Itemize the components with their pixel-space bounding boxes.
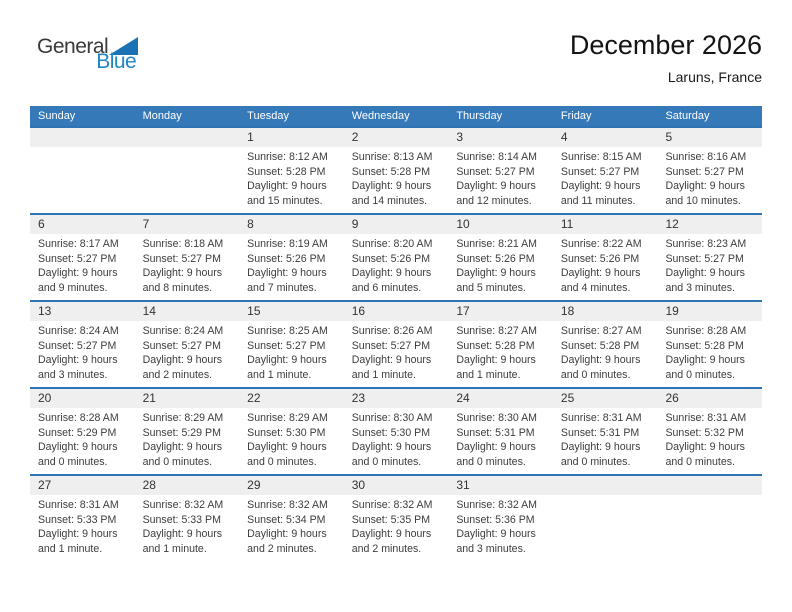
sunset-text: Sunset: 5:33 PM	[38, 513, 117, 526]
sunrise-text: Sunrise: 8:23 AM	[665, 238, 747, 250]
day-number: 15	[239, 302, 344, 321]
daylight-text: Daylight: 9 hours and 11 minutes.	[560, 180, 641, 207]
day-number	[135, 128, 240, 147]
day-header-thursday: Thursday	[456, 110, 503, 122]
sunrise-text: Sunrise: 8:27 AM	[560, 325, 642, 337]
sunset-text: Sunset: 5:27 PM	[38, 252, 117, 265]
general-blue-logo	[37, 36, 138, 72]
day-cell	[135, 476, 240, 561]
day-cell-body	[30, 234, 135, 295]
sunrise-text: Sunrise: 8:12 AM	[247, 151, 328, 163]
day-cell-body	[448, 495, 553, 556]
empty-cell	[135, 128, 240, 213]
day-cell-body	[553, 408, 658, 469]
sunset-text: Sunset: 5:28 PM	[456, 339, 535, 352]
day-number: 11	[553, 215, 658, 234]
daylight-text: Daylight: 9 hours and 0 minutes.	[38, 441, 118, 468]
day-cell-body	[135, 321, 240, 382]
day-cell-body	[135, 408, 240, 469]
sunrise-text: Sunrise: 8:14 AM	[456, 151, 537, 163]
daylight-text: Daylight: 9 hours and 3 minutes.	[456, 528, 536, 555]
daylight-text: Daylight: 9 hours and 0 minutes.	[665, 354, 745, 381]
sunrise-text: Sunrise: 8:28 AM	[38, 412, 119, 424]
day-number: 24	[448, 389, 553, 408]
daylight-text: Daylight: 9 hours and 7 minutes.	[247, 267, 327, 294]
day-number: 19	[657, 302, 762, 321]
day-cell-body	[344, 234, 449, 295]
sunrise-text: Sunrise: 8:17 AM	[38, 238, 119, 250]
sunset-text: Sunset: 5:28 PM	[560, 339, 640, 352]
day-cell	[30, 389, 135, 474]
day-cell-body	[448, 234, 553, 295]
daylight-text: Daylight: 9 hours and 0 minutes.	[351, 441, 432, 468]
day-cell-body	[448, 147, 553, 208]
empty-cell	[553, 476, 658, 561]
day-cell-body	[344, 321, 449, 382]
day-cell	[657, 389, 762, 474]
daylight-text: Daylight: 9 hours and 3 minutes.	[665, 267, 745, 294]
day-cell-body	[553, 147, 658, 208]
day-cell	[344, 215, 449, 300]
day-cell-body	[448, 408, 553, 469]
day-cell	[553, 389, 658, 474]
day-cell	[448, 302, 553, 387]
day-cell	[657, 215, 762, 300]
day-number: 27	[30, 476, 135, 495]
sunset-text: Sunset: 5:29 PM	[142, 426, 221, 439]
week-row	[30, 300, 762, 387]
sunset-text: Sunset: 5:27 PM	[142, 339, 221, 352]
day-cell	[239, 215, 344, 300]
sunrise-text: Sunrise: 8:26 AM	[351, 325, 433, 337]
day-number: 21	[135, 389, 240, 408]
sunrise-text: Sunrise: 8:32 AM	[456, 499, 537, 511]
empty-cell	[30, 128, 135, 213]
day-cell-body	[344, 147, 449, 208]
sunset-text: Sunset: 5:30 PM	[247, 426, 326, 439]
day-number: 9	[344, 215, 449, 234]
day-cell-body	[344, 495, 449, 556]
sunset-text: Sunset: 5:28 PM	[247, 165, 326, 178]
sunrise-text: Sunrise: 8:24 AM	[38, 325, 119, 337]
day-cell-body	[553, 234, 658, 295]
sunrise-text: Sunrise: 8:32 AM	[351, 499, 433, 511]
day-cell	[657, 128, 762, 213]
day-cell	[135, 389, 240, 474]
day-cell	[448, 215, 553, 300]
daylight-text: Daylight: 9 hours and 0 minutes.	[560, 354, 641, 381]
daylight-text: Daylight: 9 hours and 0 minutes.	[560, 441, 641, 468]
day-cell	[30, 215, 135, 300]
day-cell-body	[30, 495, 135, 556]
day-number: 6	[30, 215, 135, 234]
daylight-text: Daylight: 9 hours and 0 minutes.	[142, 441, 223, 468]
day-number	[553, 476, 658, 495]
day-number	[657, 476, 762, 495]
day-cell-body	[30, 408, 135, 469]
sunset-text: Sunset: 5:27 PM	[456, 165, 535, 178]
sunrise-text: Sunrise: 8:21 AM	[456, 238, 537, 250]
day-cell	[239, 476, 344, 561]
sunset-text: Sunset: 5:32 PM	[665, 426, 744, 439]
day-cell	[553, 302, 658, 387]
sunrise-text: Sunrise: 8:19 AM	[247, 238, 328, 250]
daylight-text: Daylight: 9 hours and 10 minutes.	[665, 180, 745, 207]
day-number: 31	[448, 476, 553, 495]
sunset-text: Sunset: 5:27 PM	[142, 252, 221, 265]
sunrise-text: Sunrise: 8:32 AM	[142, 499, 224, 511]
logo-text-general: General	[37, 35, 109, 58]
sunrise-text: Sunrise: 8:29 AM	[247, 412, 328, 424]
day-cell	[344, 389, 449, 474]
sunrise-text: Sunrise: 8:30 AM	[351, 412, 433, 424]
day-number: 7	[135, 215, 240, 234]
daylight-text: Daylight: 9 hours and 9 minutes.	[38, 267, 118, 294]
page-title: December 2026	[569, 30, 762, 60]
calendar-table	[30, 106, 762, 561]
day-cell	[135, 302, 240, 387]
sunrise-text: Sunrise: 8:32 AM	[247, 499, 328, 511]
day-cell	[657, 302, 762, 387]
day-number: 26	[657, 389, 762, 408]
day-number: 1	[239, 128, 344, 147]
sunset-text: Sunset: 5:28 PM	[351, 165, 431, 178]
sunrise-text: Sunrise: 8:27 AM	[456, 325, 537, 337]
daylight-text: Daylight: 9 hours and 5 minutes.	[456, 267, 536, 294]
daylight-text: Daylight: 9 hours and 0 minutes.	[247, 441, 327, 468]
day-number: 14	[135, 302, 240, 321]
calendar-grid	[30, 126, 762, 561]
sunrise-text: Sunrise: 8:18 AM	[142, 238, 224, 250]
day-cell	[553, 128, 658, 213]
day-number: 2	[344, 128, 449, 147]
sunset-text: Sunset: 5:34 PM	[247, 513, 326, 526]
sunrise-text: Sunrise: 8:15 AM	[560, 151, 642, 163]
day-number	[30, 128, 135, 147]
day-number: 30	[344, 476, 449, 495]
day-header-friday: Friday	[560, 110, 592, 122]
day-header-row	[30, 106, 762, 126]
day-header-monday: Monday	[142, 110, 182, 122]
daylight-text: Daylight: 9 hours and 0 minutes.	[456, 441, 536, 468]
daylight-text: Daylight: 9 hours and 15 minutes.	[247, 180, 327, 207]
day-cell	[448, 389, 553, 474]
day-cell	[448, 476, 553, 561]
day-number: 5	[657, 128, 762, 147]
day-cell-body	[239, 408, 344, 469]
day-number: 3	[448, 128, 553, 147]
sunrise-text: Sunrise: 8:31 AM	[665, 412, 747, 424]
sunset-text: Sunset: 5:27 PM	[38, 339, 117, 352]
daylight-text: Daylight: 9 hours and 3 minutes.	[38, 354, 118, 381]
day-number: 10	[448, 215, 553, 234]
sunset-text: Sunset: 5:27 PM	[351, 339, 431, 352]
location-subtitle: Laruns, France	[667, 69, 762, 85]
day-cell	[239, 389, 344, 474]
week-row	[30, 387, 762, 474]
day-cell-body	[239, 147, 344, 208]
daylight-text: Daylight: 9 hours and 8 minutes.	[142, 267, 223, 294]
sunset-text: Sunset: 5:27 PM	[560, 165, 640, 178]
sunrise-text: Sunrise: 8:25 AM	[247, 325, 328, 337]
day-cell	[448, 128, 553, 213]
sunrise-text: Sunrise: 8:31 AM	[560, 412, 642, 424]
day-cell-body	[344, 408, 449, 469]
sunset-text: Sunset: 5:29 PM	[38, 426, 117, 439]
day-cell-body	[239, 321, 344, 382]
day-number: 8	[239, 215, 344, 234]
day-cell	[239, 128, 344, 213]
day-cell-body	[448, 321, 553, 382]
sunset-text: Sunset: 5:35 PM	[351, 513, 431, 526]
sunset-text: Sunset: 5:28 PM	[665, 339, 744, 352]
sunset-text: Sunset: 5:26 PM	[247, 252, 326, 265]
sunrise-text: Sunrise: 8:16 AM	[665, 151, 747, 163]
day-cell-body	[657, 321, 762, 382]
daylight-text: Daylight: 9 hours and 6 minutes.	[351, 267, 432, 294]
daylight-text: Daylight: 9 hours and 1 minute.	[456, 354, 536, 381]
day-number: 18	[553, 302, 658, 321]
day-cell-body	[30, 321, 135, 382]
day-cell-body	[239, 495, 344, 556]
day-header-tuesday: Tuesday	[247, 110, 289, 122]
day-cell-body	[239, 234, 344, 295]
empty-cell	[657, 476, 762, 561]
day-number: 29	[239, 476, 344, 495]
sunset-text: Sunset: 5:31 PM	[560, 426, 640, 439]
day-cell	[344, 476, 449, 561]
sunrise-text: Sunrise: 8:24 AM	[142, 325, 224, 337]
day-number: 17	[448, 302, 553, 321]
sunset-text: Sunset: 5:31 PM	[456, 426, 535, 439]
day-cell-body	[135, 495, 240, 556]
sunset-text: Sunset: 5:26 PM	[560, 252, 640, 265]
day-cell	[344, 128, 449, 213]
day-header-saturday: Saturday	[665, 110, 710, 122]
day-cell	[344, 302, 449, 387]
week-row	[30, 213, 762, 300]
sunrise-text: Sunrise: 8:30 AM	[456, 412, 537, 424]
daylight-text: Daylight: 9 hours and 1 minute.	[351, 354, 432, 381]
day-number: 22	[239, 389, 344, 408]
day-number: 12	[657, 215, 762, 234]
daylight-text: Daylight: 9 hours and 1 minute.	[142, 528, 223, 555]
day-number: 4	[553, 128, 658, 147]
daylight-text: Daylight: 9 hours and 2 minutes.	[351, 528, 432, 555]
sunset-text: Sunset: 5:26 PM	[351, 252, 431, 265]
sunrise-text: Sunrise: 8:22 AM	[560, 238, 642, 250]
sunset-text: Sunset: 5:27 PM	[665, 165, 744, 178]
daylight-text: Daylight: 9 hours and 14 minutes.	[351, 180, 432, 207]
day-cell-body	[553, 321, 658, 382]
sunrise-text: Sunrise: 8:28 AM	[665, 325, 747, 337]
day-number: 13	[30, 302, 135, 321]
sunset-text: Sunset: 5:27 PM	[665, 252, 744, 265]
daylight-text: Daylight: 9 hours and 12 minutes.	[456, 180, 536, 207]
week-row	[30, 126, 762, 213]
day-header-wednesday: Wednesday	[351, 110, 410, 122]
sunrise-text: Sunrise: 8:20 AM	[351, 238, 433, 250]
daylight-text: Daylight: 9 hours and 0 minutes.	[665, 441, 745, 468]
sunset-text: Sunset: 5:26 PM	[456, 252, 535, 265]
day-number: 23	[344, 389, 449, 408]
daylight-text: Daylight: 9 hours and 1 minute.	[38, 528, 118, 555]
day-cell	[135, 215, 240, 300]
day-cell	[30, 302, 135, 387]
sunset-text: Sunset: 5:36 PM	[456, 513, 535, 526]
day-cell	[553, 215, 658, 300]
day-cell-body	[657, 147, 762, 208]
day-number: 20	[30, 389, 135, 408]
sunrise-text: Sunrise: 8:29 AM	[142, 412, 224, 424]
daylight-text: Daylight: 9 hours and 2 minutes.	[247, 528, 327, 555]
week-row	[30, 474, 762, 561]
day-number: 16	[344, 302, 449, 321]
daylight-text: Daylight: 9 hours and 2 minutes.	[142, 354, 223, 381]
day-cell-body	[657, 408, 762, 469]
daylight-text: Daylight: 9 hours and 1 minute.	[247, 354, 327, 381]
daylight-text: Daylight: 9 hours and 4 minutes.	[560, 267, 641, 294]
day-number: 28	[135, 476, 240, 495]
logo-text-blue: Blue	[96, 50, 137, 73]
sunset-text: Sunset: 5:27 PM	[247, 339, 326, 352]
sunset-text: Sunset: 5:33 PM	[142, 513, 221, 526]
day-cell-body	[657, 234, 762, 295]
sunrise-text: Sunrise: 8:13 AM	[351, 151, 433, 163]
title-block	[570, 30, 762, 85]
sunrise-text: Sunrise: 8:31 AM	[38, 499, 119, 511]
day-number: 25	[553, 389, 658, 408]
sunset-text: Sunset: 5:30 PM	[351, 426, 431, 439]
day-cell	[239, 302, 344, 387]
day-cell	[30, 476, 135, 561]
day-cell-body	[135, 234, 240, 295]
day-header-sunday: Sunday	[38, 110, 76, 122]
